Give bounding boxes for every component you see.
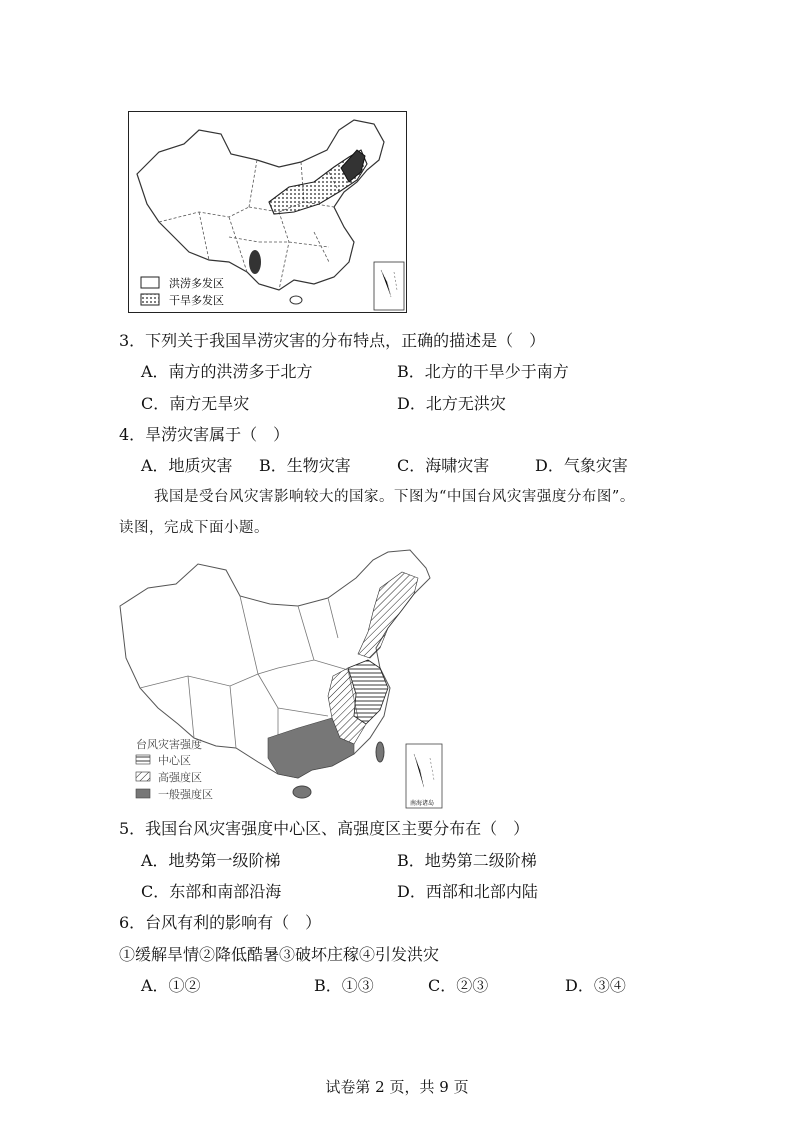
typhoon-intensity-map — [118, 548, 444, 810]
q5-option-c[interactable]: C．东部和南部沿海 — [141, 882, 282, 901]
q4-option-d[interactable]: D．气象灾害 — [535, 456, 628, 475]
legend-drought-label: 干旱多发区 — [169, 294, 224, 307]
q5-option-d[interactable]: D．西部和北部内陆 — [397, 882, 538, 901]
q4-option-b[interactable]: B．生物灾害 — [259, 456, 351, 475]
china-map-outline-2 — [118, 548, 444, 810]
legend-title: 台风灾害强度 — [136, 738, 202, 751]
q3-option-c[interactable]: C．南方无旱灾 — [141, 394, 250, 413]
q6-option-a[interactable]: A．①② — [141, 976, 201, 995]
passage-line-2: 读图，完成下面小题。 — [119, 520, 269, 536]
legend-high-label: 高强度区 — [158, 771, 202, 784]
q6-statements: ①缓解旱情②降低酷暑③破坏庄稼④引发洪灾 — [119, 945, 440, 964]
q4-option-a[interactable]: A．地质灾害 — [141, 456, 233, 475]
q3-option-a[interactable]: A．南方的洪涝多于北方 — [141, 362, 313, 381]
q6-stem: 6．台风有利的影响有（ ） — [119, 913, 322, 932]
legend-flood-label: 洪涝多发区 — [169, 277, 224, 290]
page-footer: 试卷第 2 页，共 9 页 — [325, 1078, 469, 1096]
china-map-outline-1 — [129, 112, 406, 312]
passage-line-1: 我国是受台风灾害影响较大的国家。下图为“中国台风灾害强度分布图”。 — [154, 489, 635, 505]
q6-option-b[interactable]: B．①③ — [314, 976, 374, 995]
q5-stem: 5．我国台风灾害强度中心区、高强度区主要分布在（ ） — [119, 819, 530, 838]
q6-option-d[interactable]: D．③④ — [565, 976, 626, 995]
drought-flood-map — [128, 111, 407, 313]
q5-option-a[interactable]: A．地势第一级阶梯 — [141, 851, 281, 870]
q3-option-b[interactable]: B．北方的干旱少于南方 — [397, 362, 569, 381]
q3-stem: 3．下列关于我国旱涝灾害的分布特点，正确的描述是（ ） — [119, 331, 546, 350]
q4-option-c[interactable]: C．海啸灾害 — [397, 456, 490, 475]
q6-option-c[interactable]: C．②③ — [428, 976, 489, 995]
q4-stem: 4．旱涝灾害属于（ ） — [119, 425, 290, 444]
legend-center-label: 中心区 — [158, 754, 191, 767]
q5-option-b[interactable]: B．地势第二级阶梯 — [397, 851, 537, 870]
inset-label: 南海诸岛 — [410, 800, 435, 807]
q3-option-d[interactable]: D．北方无洪灾 — [397, 394, 506, 413]
legend-general-label: 一般强度区 — [158, 788, 213, 801]
